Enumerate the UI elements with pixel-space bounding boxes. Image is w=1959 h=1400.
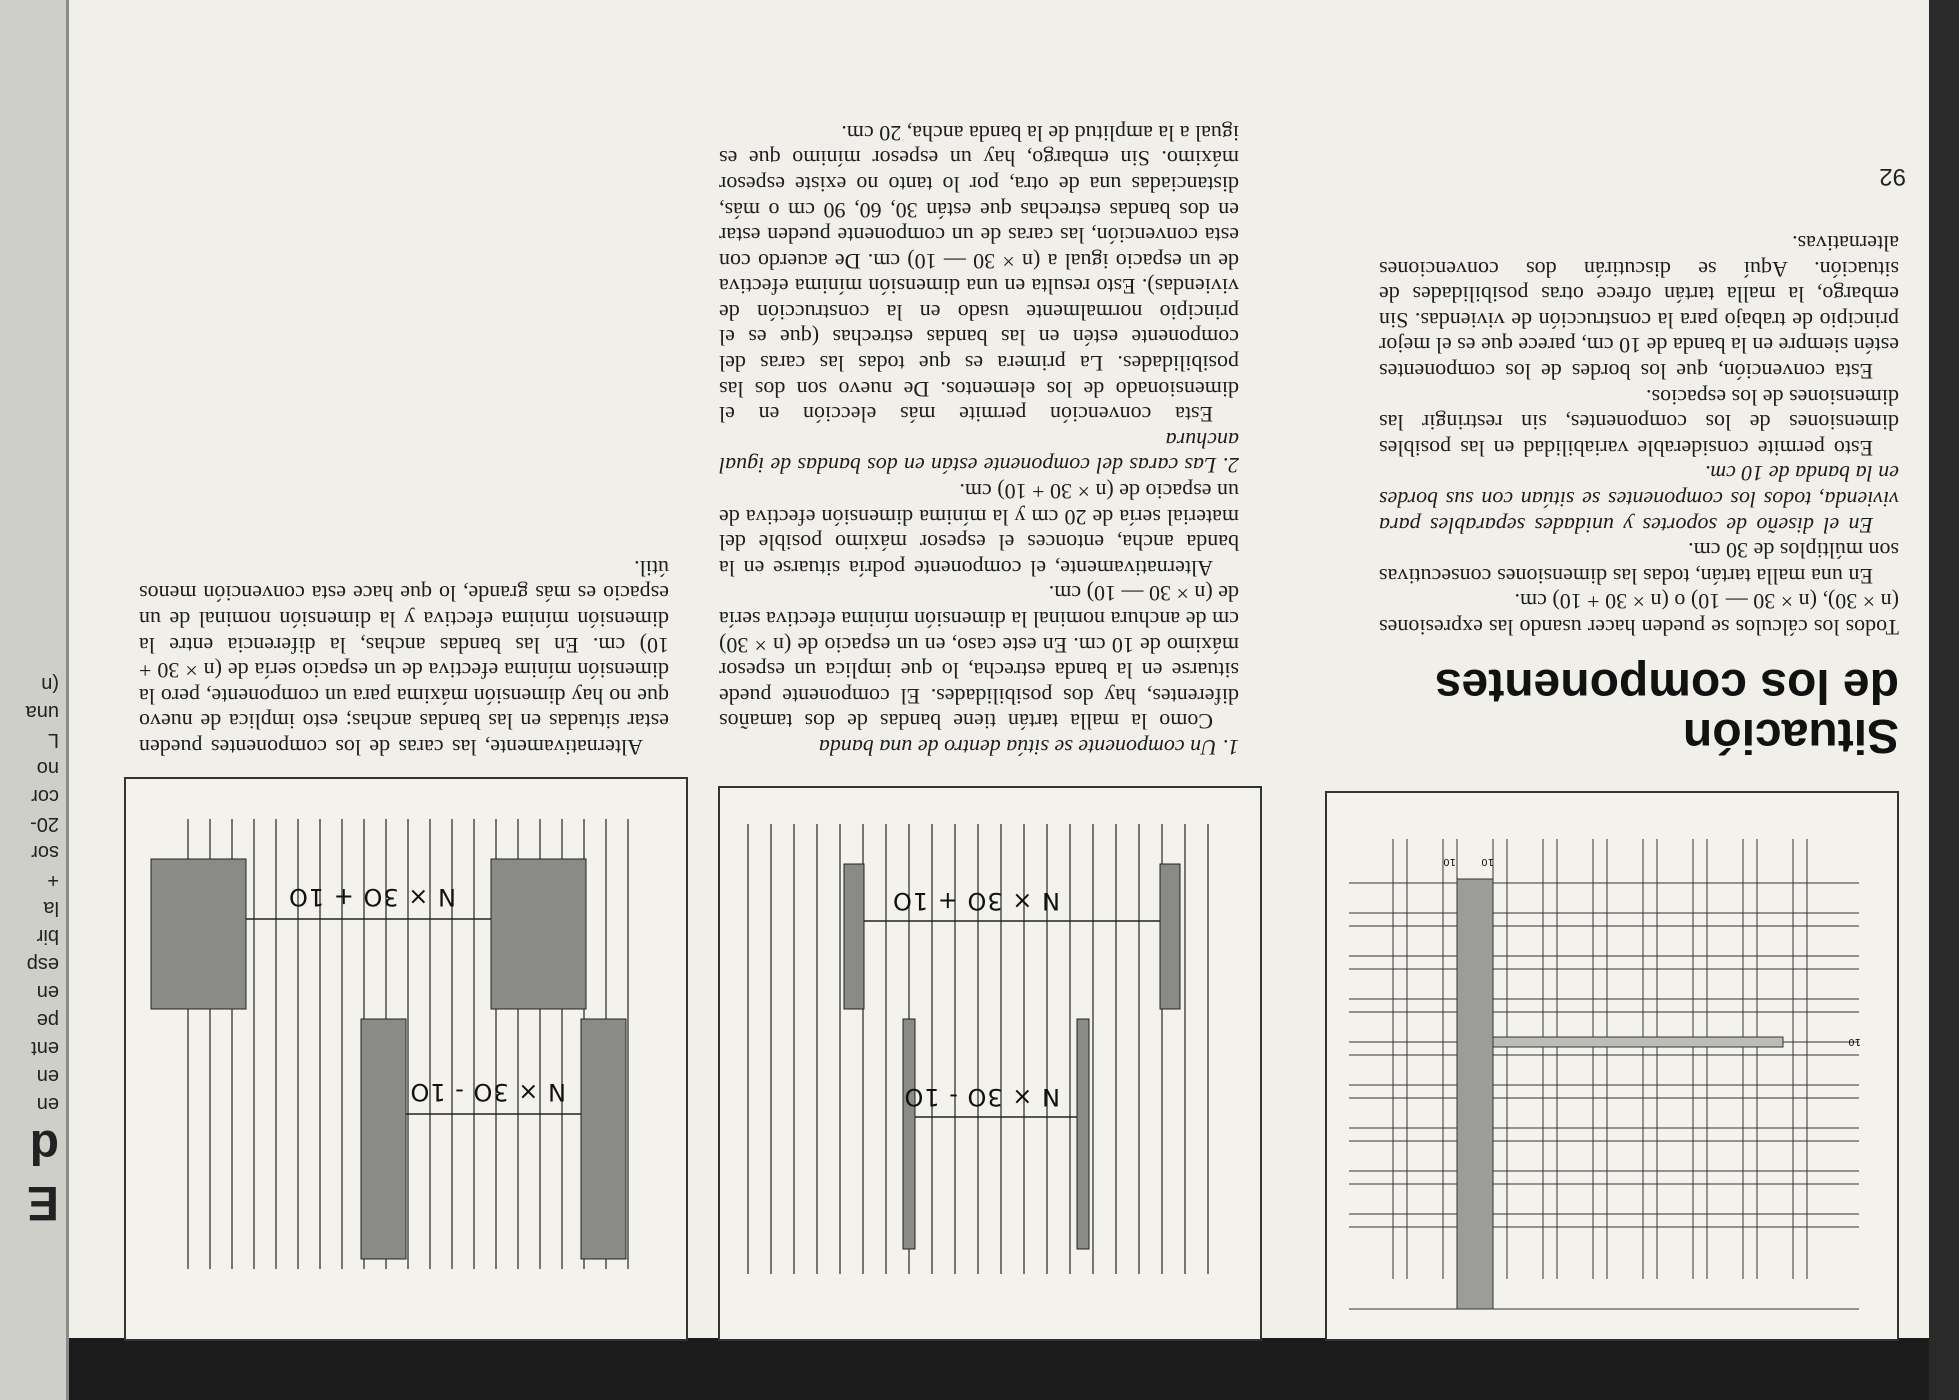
- text-column-3: [139, 555, 669, 760]
- text-column-2: [719, 120, 1239, 760]
- fragment-text: en: [36, 1065, 59, 1087]
- dimension-label: N × 3O + 1O: [287, 883, 456, 911]
- paragraph: Esto permite considerable variabilidad en las posibles dimensiones de los componentes, sin restringir las dimensiones de los espacios.: [1379, 384, 1899, 461]
- binding-shadow: [1929, 0, 1959, 1400]
- paragraph: Todos los cálculos se pueden hacer usando las expresiones (n × 30), (n × 30 — 10) o (n × 30 + 10) cm.: [1379, 589, 1899, 640]
- fragment-text: ent: [31, 1037, 59, 1059]
- fragment-text: la: [43, 897, 59, 919]
- horizontal-band-shaded: [1493, 1037, 1783, 1047]
- figure-face-placement: [124, 777, 688, 1341]
- dimension-label: 10: [1848, 1036, 1861, 1047]
- dimension-label: N × 3O + 1O: [891, 887, 1060, 915]
- facing-page-fragment: [0, 30, 59, 1230]
- dimension-label: 10: [1443, 856, 1456, 867]
- subheading-italic: 2. Las caras del componente están en dos bandas de igual anchura: [719, 427, 1239, 479]
- fragment-text: 20-: [30, 813, 59, 835]
- fragment-text: en: [36, 981, 59, 1003]
- vertical-band-shaded: [1457, 879, 1493, 1309]
- fragment-text: +: [47, 869, 59, 891]
- fragment-text: esp: [26, 953, 59, 975]
- page-number: 92: [1879, 163, 1906, 190]
- fragment-text: no: [36, 757, 59, 779]
- dimension-label: 10: [1481, 856, 1494, 867]
- paragraph: Esta convención, que los bordes de los componentes estén siempre en la banda de 10 cm, parece que es el mejor principio de trabajo para la construcción de viviendas. Sin embargo, la malla tartán ofrece otras posibilidades de situación. Aquí se discutirán dos convenciones alternativas.: [1379, 231, 1899, 385]
- fragment-text: pe: [36, 1009, 59, 1031]
- paragraph: Alternativamente, el componente podría situarse en la banda ancha, entonces el espesor máximo posible del material sería de 20 cm y la mínima dimensión efectiva de un espacio de (n × 30 + 10) cm.: [719, 479, 1239, 581]
- fragment-text: sor: [31, 841, 59, 863]
- paragraph: Esta convención permite más elección en el dimensionado de los elementos. De nuevo son dos las posibilidades. La primera es que todas las caras del componente estén en las bandas estrechas (que es el principio normalmente usado en la construcción de viviendas). Esto resulta en una dimensión mínima efectiva de un espacio igual a (n × 30 — 10) cm. De acuerdo con esta convención, las caras de un componente pueden estar en dos bandas estrechas que están 30, 60, 90 cm o más, distanciadas una de otra, por lo tanto no existe espesor máximo. Sin embargo, hay un espesor mínimo que es igual a la amplitud de la banda ancha, 20 cm.: [719, 120, 1239, 428]
- section-title: [1379, 660, 1899, 760]
- fragment-letter: E: [26, 1176, 59, 1229]
- fragment-text: (n: [41, 673, 59, 695]
- text-column-1: [1379, 231, 1899, 761]
- figure-tartan-grid: [1325, 791, 1899, 1341]
- paragraph: En una malla tartán, todas las dimensiones consecutivas son múltiplos de 30 cm.: [1379, 538, 1899, 589]
- fragment-text: una: [25, 701, 59, 723]
- dimension-label: N × 3O - 1O: [903, 1083, 1060, 1111]
- fragment-text: L: [47, 729, 59, 751]
- subheading-italic: 1. Un componente se sitúa dentro de una banda: [818, 735, 1239, 760]
- fragment-text: cor: [31, 785, 59, 807]
- fragment-letter: d: [29, 1120, 59, 1173]
- paragraph-italic: En el diseño de soportes y unidades separables para vivienda, todos los componentes se sitúan con sus bordes en la banda de 10 cm.: [1379, 461, 1899, 538]
- paragraph: Como la malla tartán tiene bandas de dos tamaños diferentes, hay dos posibilidades. El componente puede situarse en la banda estrecha, lo que implica un espesor máximo de 10 cm. En este caso, en un espacio de (n × 30) cm de anchura nominal la dimensión mínima efectiva sería de (n × 30 — 10) cm.: [719, 581, 1239, 735]
- fragment-text: en: [36, 1093, 59, 1115]
- paragraph: Alternativamente, las caras de los componentes pueden estar situadas en las bandas anchas; esto implica de nuevo que no hay dimensión máxima para un componente, pero la dimensión mínima efectiva de un espacio sería de (n × 30 + 10) cm. En las bandas anchas, la diferencia entre la dimensión mínima efectiva y la dimensión nominal de un espacio es más grande, lo que hace esta convención menos útil.: [139, 555, 669, 760]
- fragment-text: bir: [36, 925, 59, 947]
- section-title-line-1: Situación: [1682, 709, 1899, 762]
- section-title-line-2: de los componentes: [1434, 659, 1899, 712]
- figure-band-placement: [718, 786, 1262, 1341]
- dimension-label: N × 3O - 1O: [409, 1078, 566, 1106]
